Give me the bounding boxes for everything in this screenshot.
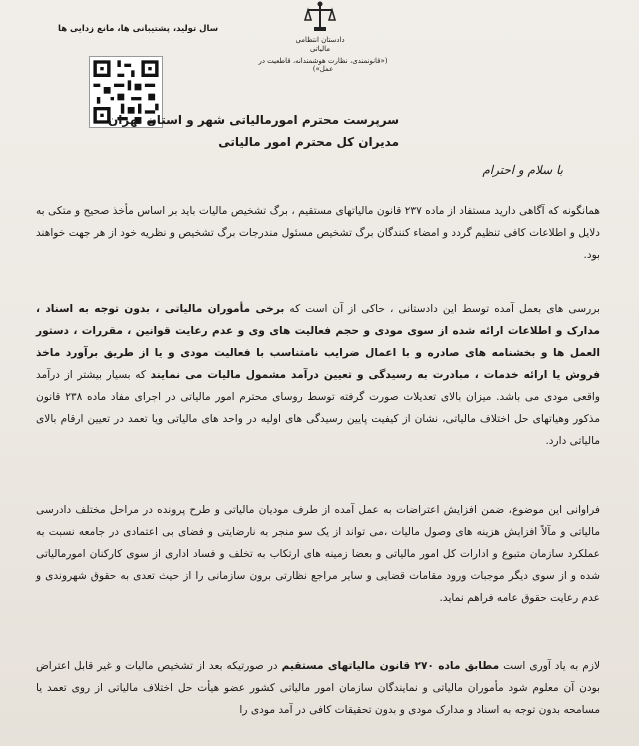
salutation: با سلام و احترام xyxy=(482,163,563,177)
seal-motto: («قانونمندی، نظارت هوشمندانه، قاطعیت در عمل») xyxy=(258,57,388,73)
paragraph-2-intro: بررسی های بعمل آمده توسط این دادستانی ، حاکی از آن است که xyxy=(284,303,600,315)
recipient-line-1: سرپرست محترم امورمالیاتی شهر و استان تهران xyxy=(108,113,399,127)
seal xyxy=(288,0,352,56)
scales-of-justice-icon xyxy=(303,0,337,34)
paragraph-4-intro: لازم به یاد آوری است xyxy=(499,660,600,672)
paragraph-4-rest: در صورتیکه بعد از تشخیص مالیات و غیر قابل اعتراض بودن آن معلوم شود مأموران مالیاتی و نمایندگان سازمان امور مالیاتی کشور عضو هیأت حل اختلاف مالیاتی از روی تعمد یا مسامحه بدون توجه به اسناد و مدارک مودی و بدون تحقیقات کافی در آمد مودی را xyxy=(36,660,600,716)
paragraph-3: فراوانی این موضوع، ضمن افزایش اعتراضات به عمل آمده از طرف مودیان مالیاتی و طرح پرونده در مراحل مختلف دادرسی مالیاتی و مآلاً افزایش هزینه های وصول مالیات ،می تواند از یک سو منجر به نارضایتی و فضای بی اعتمادی در جامعه نسبت به عملکرد سازمان متبوع و ادارات کل امور مالیاتی و بعضا زمینه های ارتکاب به تخلف و فساد اداری از سوی کارکنان امورمالیاتی شده و از سوی دیگر موجبات ورود مقامات قضایی و سایر مراجع نظارتی برون سازمانی را از حیث تعدی به حقوق شهروندی و عدم رعایت حقوق عامه فراهم نماید. xyxy=(36,504,600,604)
paragraph-1: همانگونه که آگاهی دارید مستفاد از ماده ۲۳۷ قانون مالیاتهای مستقیم ، برگ تشخیص مالیات باید بر اساس مأخذ صحیح و متکی به دلایل و اطلاعات کافی تنظیم گردد و امضاء کنندگان برگ تشخیص مسئول مندرجات برگ تشخیص و نظریه خود از هر جهت خواهند بود. xyxy=(36,205,601,261)
paragraph-4 xyxy=(36,655,600,721)
paragraph-2 xyxy=(36,298,600,452)
paragraph-4-bold: مطابق ماده ۲۷۰ قانون مالیاتهای مستقیم xyxy=(281,660,500,672)
top-left-note: سال تولید، پشتیبانی ها، مانع زدایی ها xyxy=(58,24,219,34)
paragraph-2-rest: که بسیار بیشتر از درآمد واقعی مودی می باشد. میزان بالای تعدیلات صورت گرفته توسط روسای محترم امور مالیاتی در اجرای مفاد ماده ۲۳۸ قانون مذکور وهیاتهای حل اختلاف مالیاتی، نشان از کیفیت پایین رسیدگی های اولیه در واحد های مالیاتی ویا تعمد در تعیین ارقام بالای مالیاتی دارد. xyxy=(36,369,600,447)
paragraph-2-bold: برخی مأموران مالیاتی ، بدون توجه به اسناد ، مدارک و اطلاعات ارائه شده از سوی مودی و حجم فعالیت های وی و عدم رعایت قوانین ، مقررات ، دستور العمل ها و بخشنامه های صادره و با اعمال ضرایب نامتناسب با فعالیت مودی و یا از طریق برآورد ماخذ فروش یا ارائه خدمات ، مبادرت به رسیدگی و تعیین درآمد مشمول مالیات می نمایند xyxy=(36,303,601,381)
seal-caption: دادستان انتظامی مالیاتی xyxy=(295,36,345,53)
recipient-line-2: مدیران کل محترم امور مالیاتی xyxy=(218,135,399,149)
